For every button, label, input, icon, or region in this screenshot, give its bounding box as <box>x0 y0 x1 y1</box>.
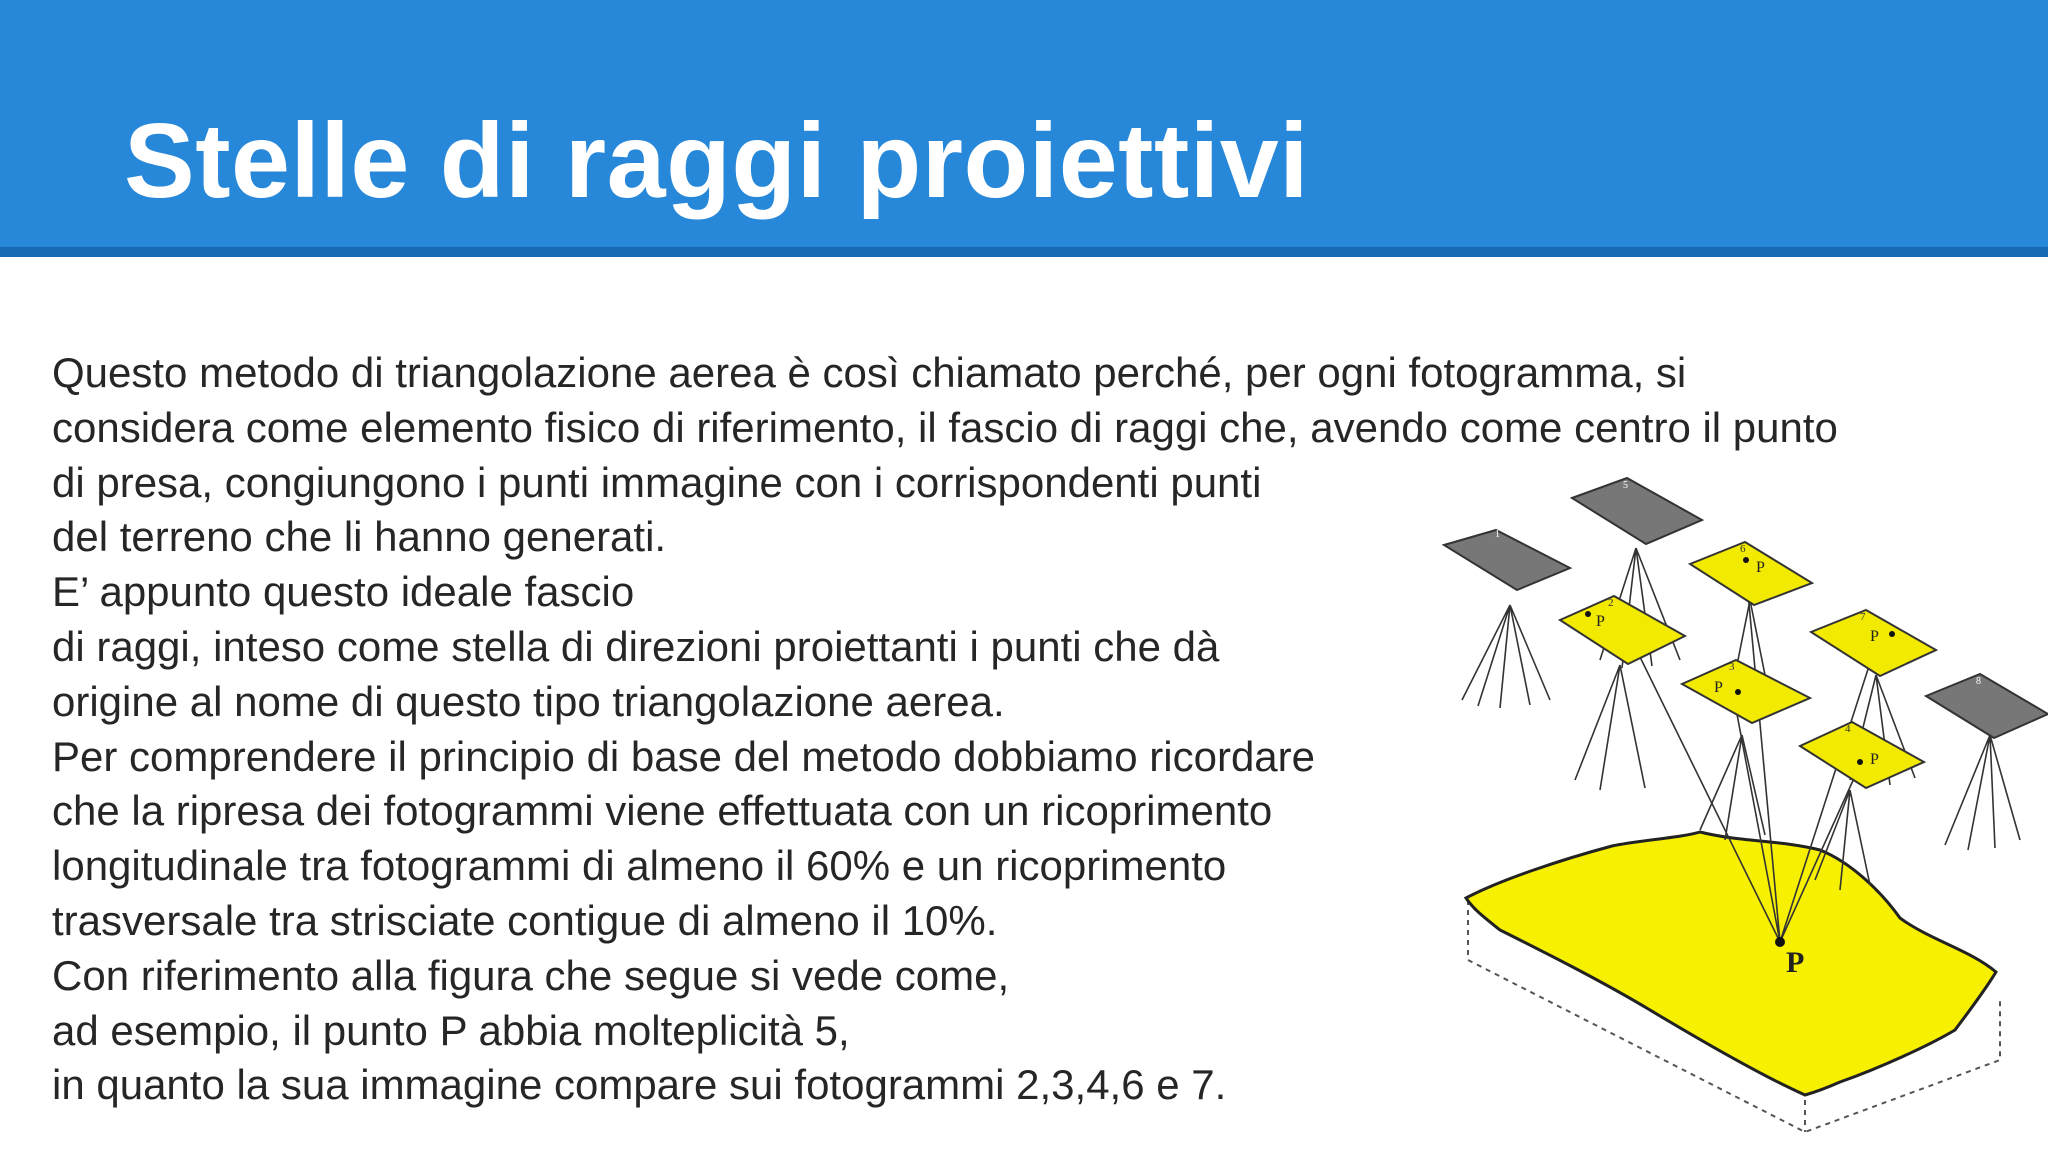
body-line: di raggi, inteso come stella di direzioni proiettanti i punti che dà <box>52 622 1220 670</box>
svg-text:4: 4 <box>1845 723 1851 735</box>
svg-text:1: 1 <box>1495 529 1500 540</box>
svg-text:P: P <box>1870 628 1879 645</box>
body-line: di presa, congiungono i punti immagine con i corrispondenti punti <box>52 458 1262 506</box>
frame-7 <box>1811 610 1936 676</box>
body-line: ad esempio, il punto P abbia molteplicità 5, <box>52 1006 850 1054</box>
body-line: E’ appunto questo ideale fascio <box>52 568 635 616</box>
body-line: Con riferimento alla figura che segue si vede come, <box>52 951 1010 999</box>
aerial-triangulation-figure <box>1438 464 2048 1152</box>
svg-text:P: P <box>1786 946 1805 979</box>
frame-3 <box>1682 660 1810 723</box>
svg-text:P: P <box>1596 613 1605 630</box>
svg-text:6: 6 <box>1740 543 1746 555</box>
body-line: origine al nome di questo tipo triangolazione aerea. <box>52 677 1005 725</box>
svg-text:8: 8 <box>1976 676 1981 687</box>
svg-text:7: 7 <box>1860 611 1866 623</box>
terrain-block <box>1466 832 2000 1132</box>
body-line: Questo metodo di triangolazione aerea è così chiamato perché, per ogni fotogramma, si <box>52 349 1687 396</box>
svg-text:5: 5 <box>1623 480 1628 491</box>
body-line: in quanto la sua immagine compare sui fotogrammi 2,3,4,6 e 7. <box>52 1061 1227 1109</box>
slide-title: Stelle di raggi proiettivi <box>124 102 1310 220</box>
frame-2 <box>1560 596 1685 664</box>
body-line: longitudinale tra fotogrammi di almeno il 60% e un ricoprimento <box>52 842 1227 890</box>
svg-text:2: 2 <box>1608 597 1614 609</box>
frame-6 <box>1690 542 1812 605</box>
terrain-surface <box>1466 832 1996 1095</box>
svg-text:P: P <box>1870 751 1879 768</box>
svg-text:P: P <box>1756 559 1765 576</box>
svg-text:P: P <box>1714 679 1723 696</box>
svg-text:3: 3 <box>1729 661 1735 673</box>
body-line: Per comprendere il principio di base del metodo dobbiamo ricordare <box>52 732 1316 780</box>
title-bar-stripe <box>0 247 2048 257</box>
body-line: considera come elemento fisico di riferimento, il fascio di raggi che, avendo come centro il punto <box>52 403 1838 451</box>
body-line: che la ripresa dei fotogrammi viene effettuata con un ricoprimento <box>52 787 1273 835</box>
frame-1 <box>1444 529 1570 590</box>
body-line: del terreno che li hanno generati. <box>52 513 667 561</box>
frame-8 <box>1926 674 2048 738</box>
body-line: trasversale tra strisciate contigue di almeno il 10%. <box>52 896 998 944</box>
frame-5 <box>1572 478 1702 544</box>
frame-4 <box>1800 722 1924 788</box>
